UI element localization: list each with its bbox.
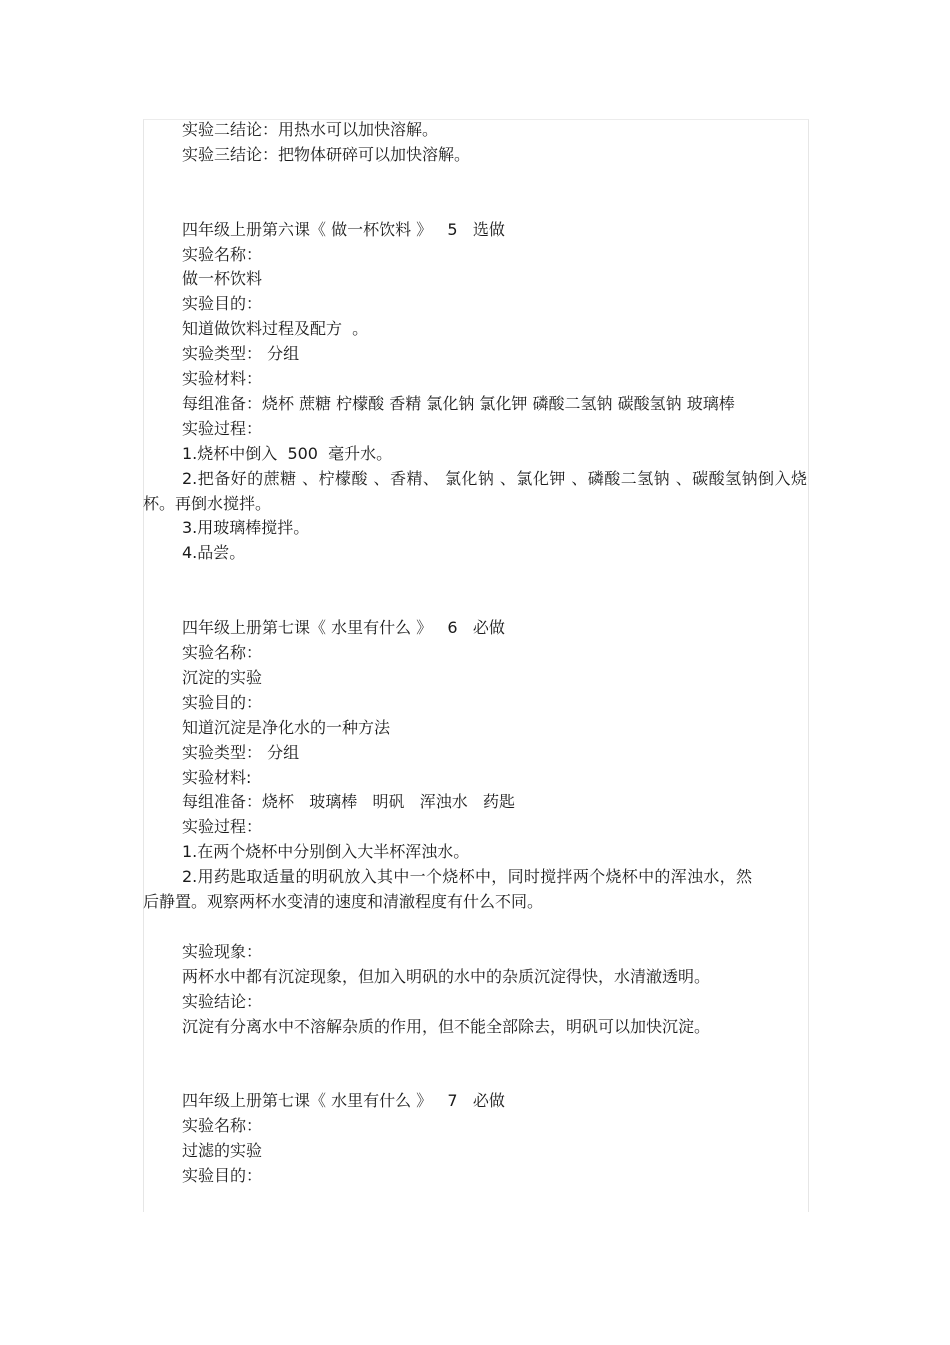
section-heading: 四年级上册第七课《 水里有什么 》 6 必做 bbox=[182, 618, 505, 638]
experiment-name-label: 实验名称： bbox=[182, 643, 263, 662]
experiment-name: 做一杯饮料 bbox=[182, 269, 263, 289]
experiment-purpose-label: 实验目的： bbox=[182, 692, 263, 712]
experiment-purpose: 知道做饮料过程及配方 。 bbox=[182, 319, 369, 339]
experiment-purpose-label: 实验目的： bbox=[182, 294, 263, 314]
process-step: 3.用玻璃棒搅拌。 bbox=[182, 518, 310, 538]
experiment-purpose: 知道沉淀是净化水的一种方法 bbox=[182, 717, 391, 737]
section-heading: 四年级上册第七课《 水里有什么 》 7 必做 bbox=[182, 1091, 505, 1111]
experiment-phenomenon: 两杯水中都有沉淀现象，但加入明矾的水中的杂质沉淀得快，水清澈透明。 bbox=[182, 966, 711, 986]
experiment-prep: 每组准备：烧杯 玻璃棒 明矾 浑浊水 药匙 bbox=[182, 792, 516, 812]
experiment-materials-label: 实验材料： bbox=[182, 369, 263, 389]
experiment-type: 实验类型： 分组 bbox=[182, 344, 300, 364]
section-heading: 四年级上册第六课《 做一杯饮料 》 5 选做 bbox=[182, 219, 505, 239]
experiment-process-label: 实验过程： bbox=[182, 817, 263, 837]
process-step: 2.把备好的蔗糖 、柠檬酸 、香精、 氯化钠 、氯化钾 、磷酸二氢钠 、碳酸氢钠倒入烧杯。再倒水搅拌。 bbox=[143, 468, 807, 513]
experiment-name-label: 实验名称： bbox=[182, 244, 263, 264]
experiment-materials-label: 实验材料: bbox=[182, 767, 252, 787]
experiment-conclusion: 沉淀有分离水中不溶解杂质的作用，但不能全部除去，明矾可以加快沉淀。 bbox=[182, 1016, 711, 1036]
experiment-process-label: 实验过程： bbox=[182, 418, 263, 438]
document-content bbox=[143, 118, 807, 1189]
experiment-name: 过滤的实验 bbox=[182, 1141, 263, 1161]
experiment-prep: 每组准备：烧杯 蔗糖 柠檬酸 香精 氯化钠 氯化钾 磷酸二氢钠 碳酸氢钠 玻璃棒 bbox=[182, 393, 735, 413]
process-step: 2.用药匙取适量的明矾放入其中一个烧杯中，同时搅拌两个烧杯中的浑浊水，然后静置。观察两杯水变清的速度和清澈程度有什么不同。 bbox=[143, 867, 752, 912]
experiment-name-label: 实验名称： bbox=[182, 1116, 263, 1136]
process-step: 1.在两个烧杯中分别倒入大半杯浑浊水。 bbox=[182, 842, 470, 862]
conclusion-2: 实验二结论：用热水可以加快溶解。 bbox=[182, 120, 439, 139]
experiment-name: 沉淀的实验 bbox=[182, 667, 263, 687]
process-step: 4.品尝。 bbox=[182, 543, 246, 563]
experiment-type: 实验类型： 分组 bbox=[182, 742, 300, 762]
experiment-purpose-label: 实验目的： bbox=[182, 1166, 263, 1185]
experiment-phenomenon-label: 实验现象： bbox=[182, 941, 263, 961]
experiment-conclusion-label: 实验结论： bbox=[182, 991, 263, 1011]
process-step: 1.烧杯中倒入 500 毫升水。 bbox=[182, 443, 393, 463]
conclusion-3: 实验三结论：把物体研碎可以加快溶解。 bbox=[182, 144, 471, 164]
